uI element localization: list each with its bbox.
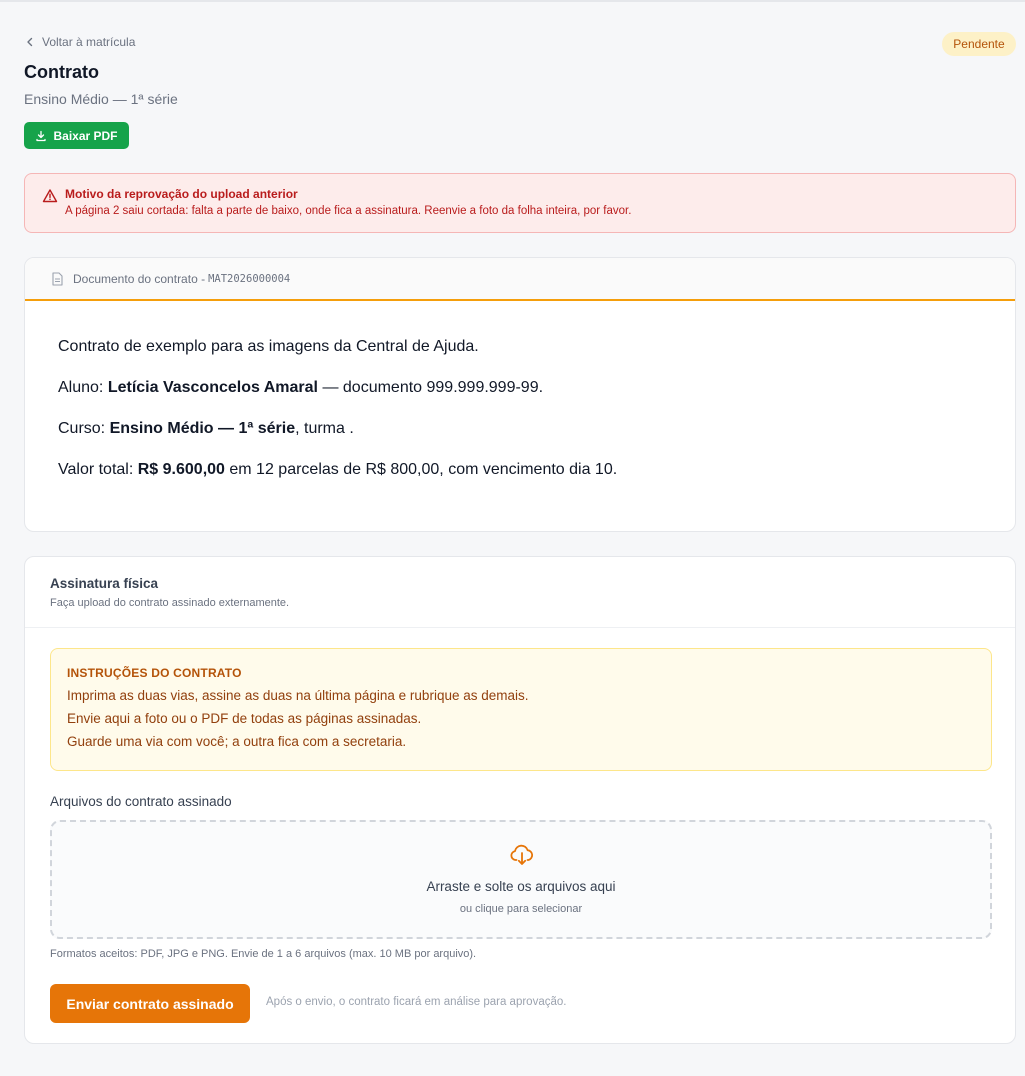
warning-triangle-icon: [42, 188, 58, 204]
submit-signed-contract-button[interactable]: Enviar contrato assinado: [50, 984, 250, 1023]
instruction-line: Guarde uma via com você; a outra fica com a secretaria.: [67, 734, 407, 749]
page-subtitle: Ensino Médio — 1ª série: [24, 91, 178, 107]
document-code: MAT2026000004: [208, 272, 291, 285]
document-header-label: Documento do contrato -: [73, 271, 206, 286]
download-pdf-button[interactable]: [24, 122, 129, 149]
file-text-icon: [51, 272, 64, 286]
cloud-download-icon: [509, 842, 535, 868]
chevron-left-icon: [24, 36, 36, 48]
dropzone-sub-text: ou clique para selecionar: [459, 903, 583, 915]
top-border: [0, 0, 1025, 2]
page-title: Contrato: [24, 62, 99, 82]
signature-title: Assinatura física: [50, 576, 159, 591]
document-header: [25, 258, 1015, 301]
files-label: Arquivos do contrato assinado: [50, 794, 232, 809]
document-line-1: Contrato de exemplo para as imagens da Central de Ajuda.: [58, 338, 479, 355]
dropzone-main-text: Arraste e solte os arquivos aqui: [426, 879, 616, 894]
instruction-line: Imprima as duas vias, assine as duas na última página e rubrique as demais.: [67, 688, 529, 703]
physical-signature-card: [24, 556, 1016, 1044]
alert-title: Motivo da reprovação do upload anterior: [65, 187, 298, 201]
formats-note: Formatos aceitos: PDF, JPG e PNG. Envie de 1 a 6 arquivos (max. 10 MB por arquivo).: [50, 948, 477, 960]
back-link-label: Voltar à matrícula: [42, 35, 136, 49]
alert-text: A página 2 saiu cortada: falta a parte de baixo, onde fica a assinatura. Reenvie a foto da folha inteira, por favor.: [65, 205, 632, 217]
document-line-2: Aluno: Letícia Vasconcelos Amaral — documento 999.999.999-99.: [58, 379, 544, 396]
back-link[interactable]: [24, 35, 135, 49]
file-dropzone[interactable]: [50, 820, 992, 939]
instructions-title: INSTRUÇÕES DO CONTRATO: [67, 666, 242, 680]
download-pdf-label: Baixar PDF: [53, 128, 118, 143]
total-value: R$ 9.600,00: [137, 461, 225, 478]
document-line-3: Curso: Ensino Médio — 1ª série, turma .: [58, 420, 354, 437]
contract-instructions: [50, 648, 992, 771]
signature-description: Faça upload do contrato assinado externamente.: [50, 597, 290, 609]
contract-document-card: [24, 257, 1016, 532]
status-badge: Pendente: [942, 32, 1016, 56]
instruction-line: Envie aqui a foto ou o PDF de todas as páginas assinadas.: [67, 711, 422, 726]
divider: [25, 627, 1015, 628]
submit-note: Após o envio, o contrato ficará em análise para aprovação.: [266, 996, 567, 1008]
download-icon: [35, 130, 47, 142]
document-body: [25, 301, 1015, 501]
course-name: Ensino Médio — 1ª série: [109, 420, 296, 437]
student-name: Letícia Vasconcelos Amaral: [107, 379, 318, 396]
rejection-alert: [24, 173, 1016, 233]
document-line-4: Valor total: R$ 9.600,00 em 12 parcelas de R$ 800,00, com vencimento dia 10.: [58, 461, 618, 478]
